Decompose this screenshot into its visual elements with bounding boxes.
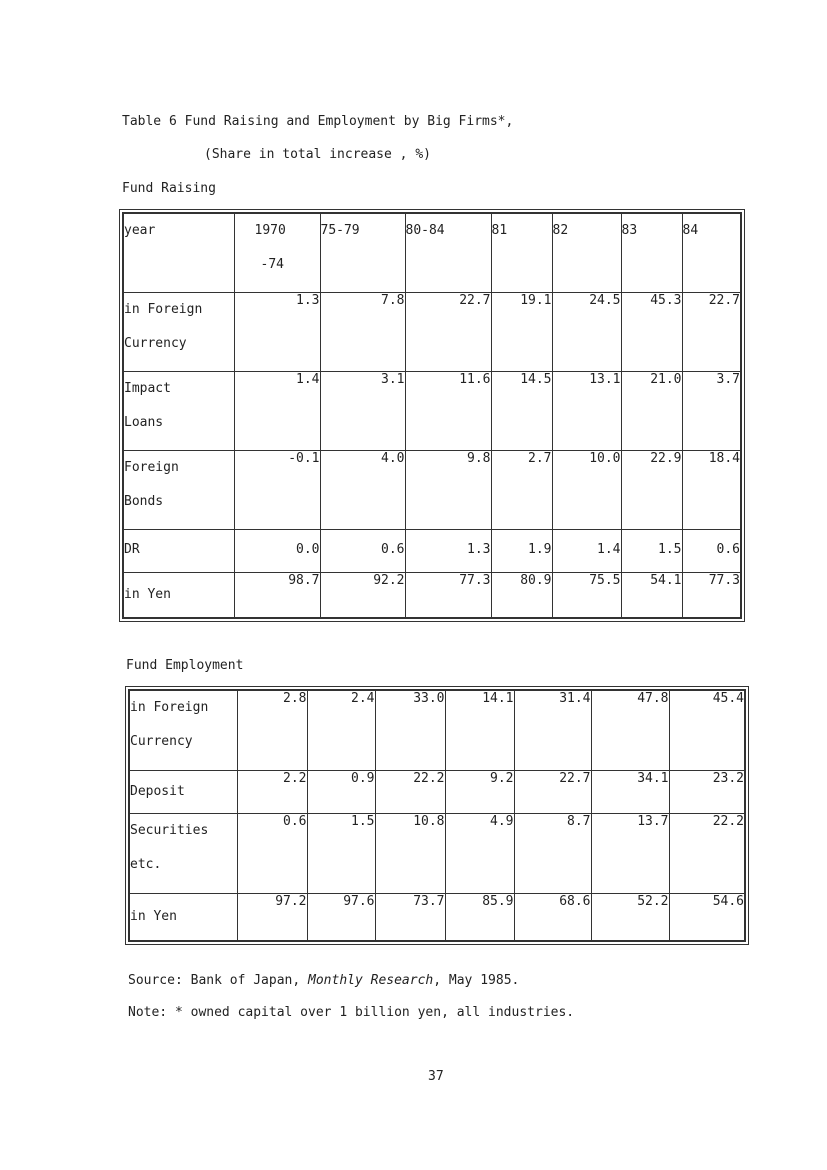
cell: 1.3: [234, 292, 320, 371]
table-row: [123, 371, 741, 450]
cell: -0.1: [234, 450, 320, 529]
row-label-line2: Loans: [124, 414, 164, 430]
cell: 52.2: [591, 893, 669, 941]
cell: 2.4: [307, 690, 375, 770]
cell: 10.8: [375, 813, 445, 893]
footnote: Note: * owned capital over 1 billion yen, all industries.: [128, 1005, 575, 1020]
table-row: [129, 690, 745, 770]
row-label: [129, 813, 237, 893]
fund-employment-table: [128, 689, 746, 942]
table-row: [123, 572, 741, 618]
row-label: [129, 770, 237, 813]
row-label: [123, 292, 234, 371]
cell: 1.9: [491, 529, 552, 572]
row-label-line2: Currency: [124, 335, 187, 351]
fund-raising-table: [122, 212, 742, 619]
cell: 34.1: [591, 770, 669, 813]
cell: 4.9: [445, 813, 514, 893]
col-header-line1: 1970: [254, 223, 286, 238]
cell: 0.6: [320, 529, 405, 572]
header-row: [123, 213, 741, 292]
cell: 21.0: [621, 371, 682, 450]
cell: 23.2: [669, 770, 745, 813]
cell: 3.1: [320, 371, 405, 450]
row-label-line2: Bonds: [124, 493, 164, 509]
year-header: year: [123, 213, 234, 292]
table-row: [129, 813, 745, 893]
cell: 97.2: [237, 893, 307, 941]
cell: 77.3: [405, 572, 491, 618]
cell: 22.2: [375, 770, 445, 813]
row-label: [129, 893, 237, 941]
row-label-line2: Currency: [130, 734, 193, 749]
col-header: 83: [621, 213, 682, 292]
cell: 22.9: [621, 450, 682, 529]
cell: 3.7: [682, 371, 741, 450]
cell: 80.9: [491, 572, 552, 618]
col-header: 84: [682, 213, 741, 292]
cell: 13.1: [552, 371, 621, 450]
cell: 54.6: [669, 893, 745, 941]
cell: 24.5: [552, 292, 621, 371]
cell: 54.1: [621, 572, 682, 618]
row-label: [123, 529, 234, 572]
cell: 9.8: [405, 450, 491, 529]
fund-raising-label: Fund Raising: [122, 181, 216, 196]
cell: 7.8: [320, 292, 405, 371]
table-row: [129, 770, 745, 813]
cell: 2.2: [237, 770, 307, 813]
cell: 9.2: [445, 770, 514, 813]
source-note: [128, 973, 519, 988]
cell: 1.5: [307, 813, 375, 893]
row-label-line2: etc.: [130, 856, 162, 872]
cell: 13.7: [591, 813, 669, 893]
cell: 31.4: [514, 690, 591, 770]
col-header: 80-84: [405, 213, 491, 292]
cell: 14.1: [445, 690, 514, 770]
source-publication: Monthly Research: [308, 973, 434, 988]
cell: 75.5: [552, 572, 621, 618]
row-label-line1: in Yen: [130, 908, 177, 924]
cell: 1.5: [621, 529, 682, 572]
cell: 45.4: [669, 690, 745, 770]
col-header-line2: -74: [260, 257, 284, 272]
cell: 0.0: [234, 529, 320, 572]
row-label: [123, 371, 234, 450]
cell: 45.3: [621, 292, 682, 371]
source-suffix: , May 1985.: [433, 973, 520, 988]
table-title: Table 6 Fund Raising and Employment by Big Firms*,: [122, 114, 514, 129]
cell: 47.8: [591, 690, 669, 770]
table-row: [123, 529, 741, 572]
cell: 68.6: [514, 893, 591, 941]
table-row: [123, 450, 741, 529]
cell: 85.9: [445, 893, 514, 941]
cell: 1.4: [234, 371, 320, 450]
cell: 1.4: [552, 529, 621, 572]
cell: 77.3: [682, 572, 741, 618]
cell: 4.0: [320, 450, 405, 529]
table-subtitle: (Share in total increase , %): [204, 147, 431, 162]
row-label-line1: Foreign: [124, 459, 179, 475]
cell: 97.6: [307, 893, 375, 941]
source-prefix: Source: Bank of Japan,: [128, 973, 309, 988]
table-row: [123, 292, 741, 371]
cell: 0.9: [307, 770, 375, 813]
cell: 2.7: [491, 450, 552, 529]
row-label-line1: in Yen: [124, 586, 171, 602]
row-label: [123, 450, 234, 529]
row-label-line1: Deposit: [130, 783, 185, 799]
page-number: 37: [428, 1069, 444, 1084]
cell: 22.7: [405, 292, 491, 371]
cell: 22.7: [682, 292, 741, 371]
row-label-line1: Securities: [130, 822, 209, 838]
row-label-line1: in Foreign: [130, 700, 209, 715]
cell: 33.0: [375, 690, 445, 770]
cell: 22.2: [669, 813, 745, 893]
col-header: 82: [552, 213, 621, 292]
cell: 14.5: [491, 371, 552, 450]
row-label: [123, 572, 234, 618]
cell: 18.4: [682, 450, 741, 529]
row-label-line1: in Foreign: [124, 301, 203, 317]
cell: 19.1: [491, 292, 552, 371]
row-label: [129, 690, 237, 770]
cell: 92.2: [320, 572, 405, 618]
cell: 73.7: [375, 893, 445, 941]
fund-employment-label: Fund Employment: [126, 658, 244, 673]
cell: 11.6: [405, 371, 491, 450]
cell: 98.7: [234, 572, 320, 618]
col-header-1970-74: [234, 213, 320, 292]
col-header: 81: [491, 213, 552, 292]
cell: 1.3: [405, 529, 491, 572]
cell: 22.7: [514, 770, 591, 813]
cell: 0.6: [237, 813, 307, 893]
cell: 2.8: [237, 690, 307, 770]
cell: 0.6: [682, 529, 741, 572]
col-header: 75-79: [320, 213, 405, 292]
cell: 8.7: [514, 813, 591, 893]
row-label-line1: Impact: [124, 380, 171, 396]
table-row: [129, 893, 745, 941]
row-label-line1: DR: [124, 541, 140, 557]
cell: 10.0: [552, 450, 621, 529]
